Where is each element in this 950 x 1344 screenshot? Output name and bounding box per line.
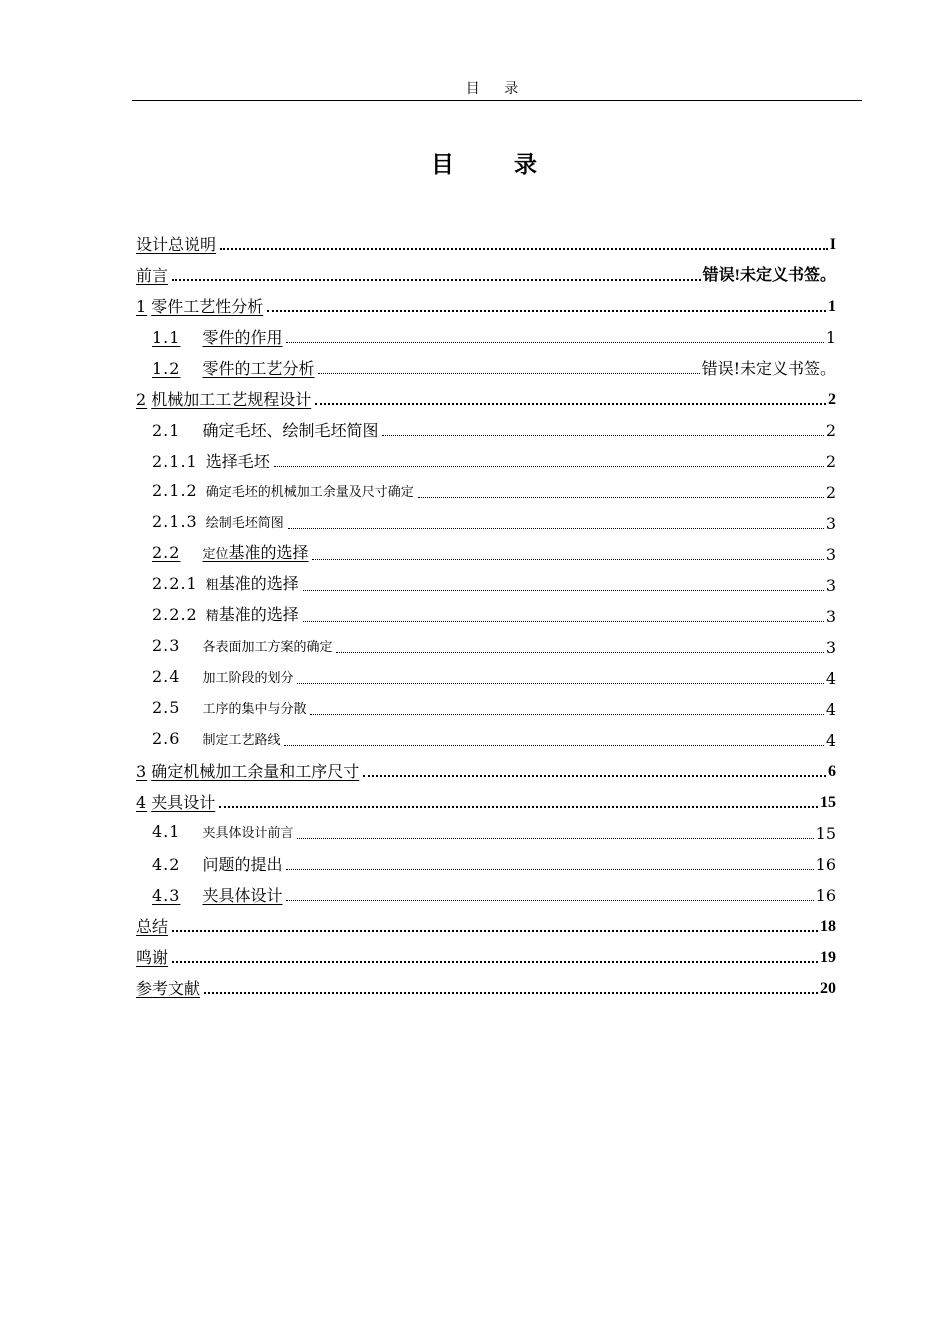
toc-entry-text[interactable] (136, 298, 263, 319)
toc-page-number: 16 (815, 855, 836, 874)
toc-entry-text[interactable] (152, 329, 282, 350)
toc-entry[interactable] (136, 381, 836, 412)
toc-entry[interactable] (136, 536, 836, 567)
toc-page-number: 2 (825, 483, 836, 502)
toc-entry-number: 2 (136, 390, 148, 409)
toc-entry-title: 夹具设计 (151, 793, 216, 812)
dot-leader (172, 279, 701, 281)
page-title: 目 录 (430, 152, 563, 178)
toc-entry[interactable] (136, 753, 836, 784)
toc-entry-title: 机械加工工艺规程设计 (151, 390, 312, 409)
toc-entry-text[interactable] (152, 668, 293, 691)
toc-entry[interactable] (136, 691, 836, 722)
toc-page-number: I (829, 236, 836, 253)
toc-entry-title: 总结 (136, 917, 169, 936)
toc-entry-text[interactable] (152, 575, 299, 598)
toc-page-number: 15 (815, 824, 836, 843)
toc-entry-title: 前言 (136, 266, 169, 285)
toc-entry-number: 1.2 (152, 359, 181, 378)
toc-entry[interactable] (136, 288, 836, 319)
toc-entry-title: 绘制毛坯简图 (205, 516, 284, 531)
toc-entry[interactable] (136, 474, 836, 505)
dot-leader (267, 310, 826, 312)
dot-leader (310, 714, 823, 715)
dot-leader (336, 652, 823, 653)
toc-entry-text[interactable] (152, 360, 314, 381)
toc-page-number: 16 (815, 886, 836, 905)
toc-entry-title: 基准的选择 (228, 543, 309, 562)
toc-entry-title: 确定毛坯、绘制毛坯简图 (202, 421, 379, 440)
toc-page-number: 1 (828, 298, 836, 315)
toc-page-number: 18 (820, 918, 836, 935)
toc-entry-number: 1 (136, 297, 148, 316)
dot-leader (284, 745, 823, 746)
toc-entry-title: 基准的选择 (218, 605, 299, 624)
table-of-contents (136, 226, 836, 1001)
toc-entry-number: 2.3 (152, 636, 181, 655)
dot-leader (297, 838, 813, 839)
toc-entry-number: 4 (136, 793, 148, 812)
toc-entry[interactable] (136, 815, 836, 846)
dot-leader (286, 342, 823, 343)
header-rule (132, 100, 862, 101)
toc-page-number: 3 (825, 545, 836, 564)
toc-entry[interactable] (136, 877, 836, 908)
toc-entry[interactable] (136, 319, 836, 350)
dot-leader (286, 869, 813, 870)
toc-entry[interactable] (136, 660, 836, 691)
toc-entry-number: 4.1 (152, 822, 181, 841)
dot-leader (274, 466, 824, 467)
toc-entry-text[interactable] (136, 391, 311, 412)
toc-entry-text[interactable] (136, 236, 216, 257)
toc-entry-prefix: 粗 (205, 578, 219, 593)
toc-entry[interactable] (136, 412, 836, 443)
toc-entry-text[interactable] (136, 763, 359, 784)
toc-page-number: 20 (820, 980, 836, 997)
toc-entry-text[interactable] (152, 422, 378, 443)
toc-entry-prefix: 定位 (202, 547, 229, 562)
toc-entry-number: 2.4 (152, 667, 181, 686)
toc-entry[interactable] (136, 350, 836, 381)
toc-entry-number: 2.2.2 (152, 605, 198, 624)
toc-entry[interactable] (136, 505, 836, 536)
dot-leader (303, 590, 824, 591)
toc-page-number: 4 (825, 700, 836, 719)
dot-leader (220, 248, 828, 250)
running-header: 目 录 (465, 81, 529, 97)
toc-entry-text[interactable] (152, 699, 306, 722)
dot-leader (204, 992, 818, 994)
toc-entry[interactable] (136, 567, 836, 598)
toc-entry-title: 工序的集中与分散 (202, 702, 307, 717)
toc-entry-text[interactable] (152, 482, 414, 505)
toc-entry[interactable] (136, 722, 836, 753)
toc-page-number: 2 (825, 452, 836, 471)
toc-entry-text[interactable] (152, 823, 293, 846)
toc-page-number: 4 (825, 669, 836, 688)
dot-leader (172, 961, 818, 963)
toc-entry-text[interactable] (152, 730, 280, 753)
toc-entry-title: 制定工艺路线 (202, 733, 281, 748)
toc-entry-text[interactable] (152, 606, 299, 629)
toc-entry-title: 零件工艺性分析 (151, 297, 264, 316)
toc-entry-number: 2.1.2 (152, 481, 198, 500)
dot-leader (172, 930, 818, 932)
dot-leader (382, 435, 823, 436)
toc-entry-number: 2.6 (152, 729, 181, 748)
toc-entry[interactable] (136, 598, 836, 629)
toc-entry[interactable] (136, 939, 836, 970)
dot-leader (286, 900, 813, 901)
dot-leader (312, 559, 823, 560)
dot-leader (315, 403, 826, 405)
toc-entry-text[interactable] (136, 267, 168, 288)
toc-page-number: 1 (825, 328, 836, 347)
toc-entry-text[interactable] (136, 980, 200, 1001)
toc-entry-number: 1.1 (152, 328, 181, 347)
toc-entry-number: 2.5 (152, 698, 181, 717)
toc-entry[interactable] (136, 257, 836, 288)
toc-entry[interactable] (136, 908, 836, 939)
toc-entry-title: 设计总说明 (136, 235, 217, 254)
toc-entry-title: 选择毛坯 (205, 452, 270, 471)
toc-entry-title: 参考文献 (136, 979, 201, 998)
toc-entry-number: 2.1.1 (152, 452, 198, 471)
toc-page-number: 19 (820, 949, 836, 966)
dot-leader (363, 775, 826, 777)
dot-leader (318, 373, 699, 374)
toc-entry[interactable] (136, 970, 836, 1001)
toc-entry-number: 4.2 (152, 855, 181, 874)
toc-entry-text[interactable] (152, 887, 282, 908)
toc-entry-title: 鸣谢 (136, 948, 169, 967)
toc-page-number: 3 (825, 576, 836, 595)
toc-page-number: 错误!未定义书签。 (701, 359, 836, 378)
toc-page-number: 3 (825, 514, 836, 533)
toc-entry-title: 零件的作用 (202, 328, 283, 347)
toc-page-number: 15 (820, 794, 836, 811)
dot-leader (288, 528, 824, 529)
toc-page-number: 2 (828, 391, 836, 408)
toc-entry-number: 4.3 (152, 886, 181, 905)
toc-entry[interactable] (136, 846, 836, 877)
toc-entry-number: 2.1 (152, 421, 181, 440)
toc-entry[interactable] (136, 443, 836, 474)
toc-entry-number: 2.2 (152, 543, 181, 562)
dot-leader (297, 683, 823, 684)
toc-entry-number: 3 (136, 762, 148, 781)
toc-entry-text[interactable] (136, 794, 215, 815)
toc-entry-title: 加工阶段的划分 (202, 671, 294, 686)
toc-entry-prefix: 精 (205, 609, 219, 624)
toc-entry-title: 问题的提出 (202, 855, 283, 874)
toc-entry-title: 确定毛坯的机械加工余量及尺寸确定 (205, 485, 414, 500)
toc-entry-title: 夹具体设计前言 (202, 826, 294, 841)
toc-entry-title: 各表面加工方案的确定 (202, 640, 333, 655)
toc-entry-title: 夹具体设计 (202, 886, 283, 905)
toc-page-number: 6 (828, 763, 836, 780)
toc-entry[interactable] (136, 226, 836, 257)
dot-leader (303, 621, 824, 622)
toc-entry[interactable] (136, 629, 836, 660)
toc-entry-title: 零件的工艺分析 (202, 359, 315, 378)
toc-page-number: 4 (825, 731, 836, 750)
toc-entry-number: 2.1.3 (152, 512, 198, 531)
toc-entry-text[interactable] (136, 949, 168, 970)
toc-entry[interactable] (136, 784, 836, 815)
toc-entry-number: 2.2.1 (152, 574, 198, 593)
dot-leader (219, 806, 818, 808)
toc-entry-title: 基准的选择 (218, 574, 299, 593)
dot-leader (418, 497, 824, 498)
toc-entry-text[interactable] (152, 544, 308, 567)
toc-entry-text[interactable] (152, 513, 284, 536)
toc-entry-text[interactable] (152, 453, 270, 474)
toc-page-number: 3 (825, 607, 836, 626)
toc-entry-text[interactable] (152, 637, 332, 660)
toc-page-number: 3 (825, 638, 836, 657)
toc-page-number: 2 (825, 421, 836, 440)
toc-page-number: 错误!未定义书签。 (702, 267, 836, 284)
toc-entry-text[interactable] (136, 918, 168, 939)
toc-entry-title: 确定机械加工余量和工序尺寸 (151, 762, 360, 781)
toc-entry-text[interactable] (152, 856, 282, 877)
